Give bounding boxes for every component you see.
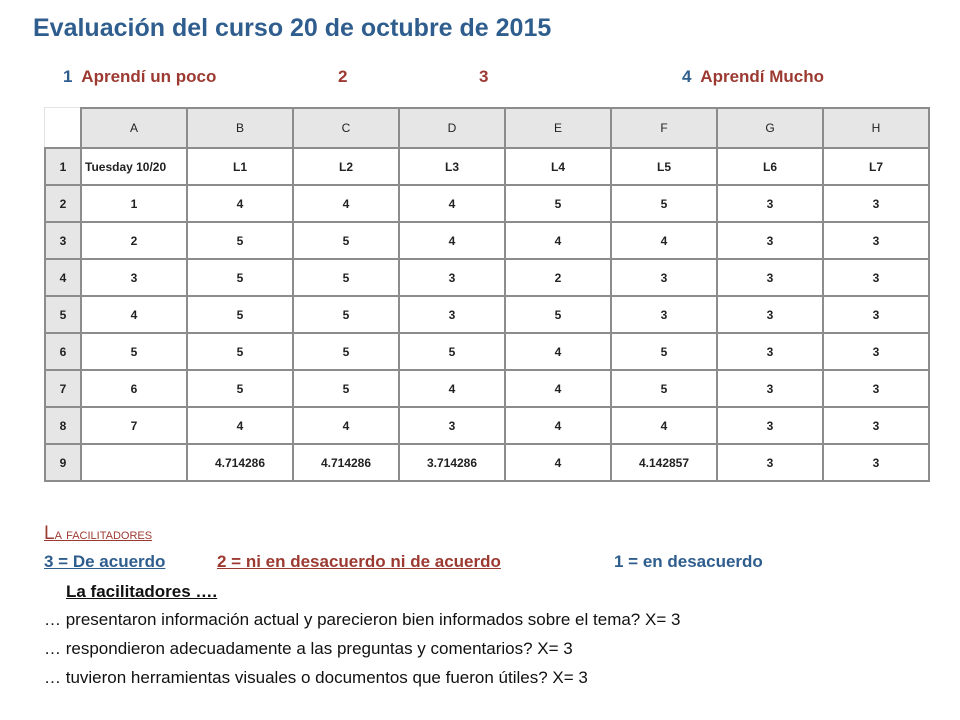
table-cell: L7 [823, 148, 929, 185]
table-cell: 4 [505, 407, 611, 444]
section-heading-initial: L [44, 523, 55, 544]
scale-number: 1 [63, 67, 73, 86]
question-item: … presentaron información actual y parecieron bien informados sobre el tema? X= 3 [44, 610, 681, 629]
table-cell: 5 [293, 222, 399, 259]
scale-number: 2 [338, 67, 348, 86]
table-cell: 1 [81, 185, 187, 222]
row-header: 3 [45, 222, 81, 259]
table-cell: 3 [823, 222, 929, 259]
table-row [45, 370, 929, 407]
table-cell: 3 [717, 333, 823, 370]
table-cell: 4 [293, 185, 399, 222]
section-heading-rest: a facilitadores [54, 526, 153, 543]
table-cell: 3 [823, 296, 929, 333]
scale-item-1 [63, 67, 216, 87]
table-cell: 5 [187, 259, 293, 296]
legend-agree [44, 552, 165, 572]
table-cell: L1 [187, 148, 293, 185]
table-cell: 4 [187, 185, 293, 222]
table-cell: 4 [505, 222, 611, 259]
question-item: … tuvieron herramientas visuales o documentos que fueron útiles? X= 3 [44, 668, 588, 687]
table-cell: 5 [611, 185, 717, 222]
table-cell: 5 [187, 333, 293, 370]
table-cell: 5 [187, 296, 293, 333]
column-header: B [187, 108, 293, 148]
table-cell: 5 [187, 222, 293, 259]
table-row [45, 296, 929, 333]
scale-label: Aprendí un poco [81, 67, 217, 86]
table-cell: 3 [823, 185, 929, 222]
table-cell: 4 [505, 370, 611, 407]
page-title: Evaluación del curso 20 de octubre de 2015 [33, 14, 552, 42]
table-cell: 5 [505, 185, 611, 222]
scale-item-4 [682, 67, 824, 87]
table-cell: 3 [611, 259, 717, 296]
table-cell: 5 [293, 333, 399, 370]
table-cell: 4 [81, 296, 187, 333]
scale-number: 3 [479, 67, 489, 86]
legend-disagree-text: 1 = en desacuerdo [614, 552, 763, 571]
row-header: 4 [45, 259, 81, 296]
table-cell: 3 [399, 296, 505, 333]
table-cell: 5 [187, 370, 293, 407]
table-cell: 3 [823, 444, 929, 481]
table-row [45, 333, 929, 370]
table-cell: 5 [505, 296, 611, 333]
column-header: G [717, 108, 823, 148]
scale-item-2 [338, 67, 347, 87]
table-cell: 3 [717, 444, 823, 481]
table-cell: 4 [611, 222, 717, 259]
table-row [45, 222, 929, 259]
table-cell: L6 [717, 148, 823, 185]
table-cell: 5 [81, 333, 187, 370]
table-cell: L4 [505, 148, 611, 185]
table-cell: 3 [717, 370, 823, 407]
column-header: E [505, 108, 611, 148]
table-cell: 5 [611, 370, 717, 407]
spreadsheet-table [44, 107, 930, 482]
column-header: A [81, 108, 187, 148]
legend-neutral [217, 552, 501, 572]
table-cell: 4.142857 [611, 444, 717, 481]
table-cell: 3 [717, 296, 823, 333]
table-cell: 2 [505, 259, 611, 296]
row-header: 2 [45, 185, 81, 222]
table-cell: 3 [717, 185, 823, 222]
table-cell: L5 [611, 148, 717, 185]
facilitators-subheading: La facilitadores …. [66, 582, 218, 601]
table-row [45, 185, 929, 222]
table-cell: 3 [823, 333, 929, 370]
table-cell: 4 [611, 407, 717, 444]
table-cell: 4.714286 [293, 444, 399, 481]
table-cell: 3 [717, 407, 823, 444]
scale-number: 4 [682, 67, 692, 86]
column-header-row [45, 108, 929, 148]
section-heading [44, 523, 152, 545]
table-cell: L2 [293, 148, 399, 185]
table-row [45, 407, 929, 444]
table-cell: 6 [81, 370, 187, 407]
table-cell: 3 [717, 259, 823, 296]
table-cell: 3 [399, 259, 505, 296]
row-header: 8 [45, 407, 81, 444]
table-cell: 2 [81, 222, 187, 259]
scale-item-3 [479, 67, 488, 87]
row-header: 5 [45, 296, 81, 333]
scale-label: Aprendí Mucho [700, 67, 825, 86]
corner-cell [45, 108, 81, 148]
table-cell: 3 [611, 296, 717, 333]
table-cell: 5 [293, 370, 399, 407]
table-row [45, 444, 929, 481]
table-cell: 5 [293, 259, 399, 296]
question-item: … respondieron adecuadamente a las preguntas y comentarios? X= 3 [44, 639, 573, 658]
table-row [45, 259, 929, 296]
column-header: C [293, 108, 399, 148]
column-header: H [823, 108, 929, 148]
table-cell: 3 [399, 407, 505, 444]
table-row [45, 148, 929, 185]
row-header: 7 [45, 370, 81, 407]
table-cell: Tuesday 10/20 [81, 148, 187, 185]
table-cell: 3 [823, 370, 929, 407]
table-cell: 5 [293, 296, 399, 333]
table-cell: 4 [399, 185, 505, 222]
row-header: 1 [45, 148, 81, 185]
table-cell: 7 [81, 407, 187, 444]
table-cell: 3 [823, 407, 929, 444]
table-cell: 3 [717, 222, 823, 259]
table-cell: 4.714286 [187, 444, 293, 481]
legend-agree-text: 3 = De acuerdo [44, 552, 166, 571]
table-cell [81, 444, 187, 481]
table-cell: 3 [823, 259, 929, 296]
table-cell: 4 [187, 407, 293, 444]
column-header: F [611, 108, 717, 148]
table-cell: 4 [505, 333, 611, 370]
table-cell: 5 [611, 333, 717, 370]
row-header: 9 [45, 444, 81, 481]
table-cell: 4 [399, 370, 505, 407]
table-cell: 3.714286 [399, 444, 505, 481]
row-header: 6 [45, 333, 81, 370]
table-cell: 4 [505, 444, 611, 481]
table-cell: 5 [399, 333, 505, 370]
table-cell: 4 [293, 407, 399, 444]
table-cell: 4 [399, 222, 505, 259]
legend-disagree [614, 552, 763, 572]
legend-neutral-text: 2 = ni en desacuerdo ni de acuerdo [217, 552, 501, 571]
table-cell: L3 [399, 148, 505, 185]
table-cell: 3 [81, 259, 187, 296]
column-header: D [399, 108, 505, 148]
